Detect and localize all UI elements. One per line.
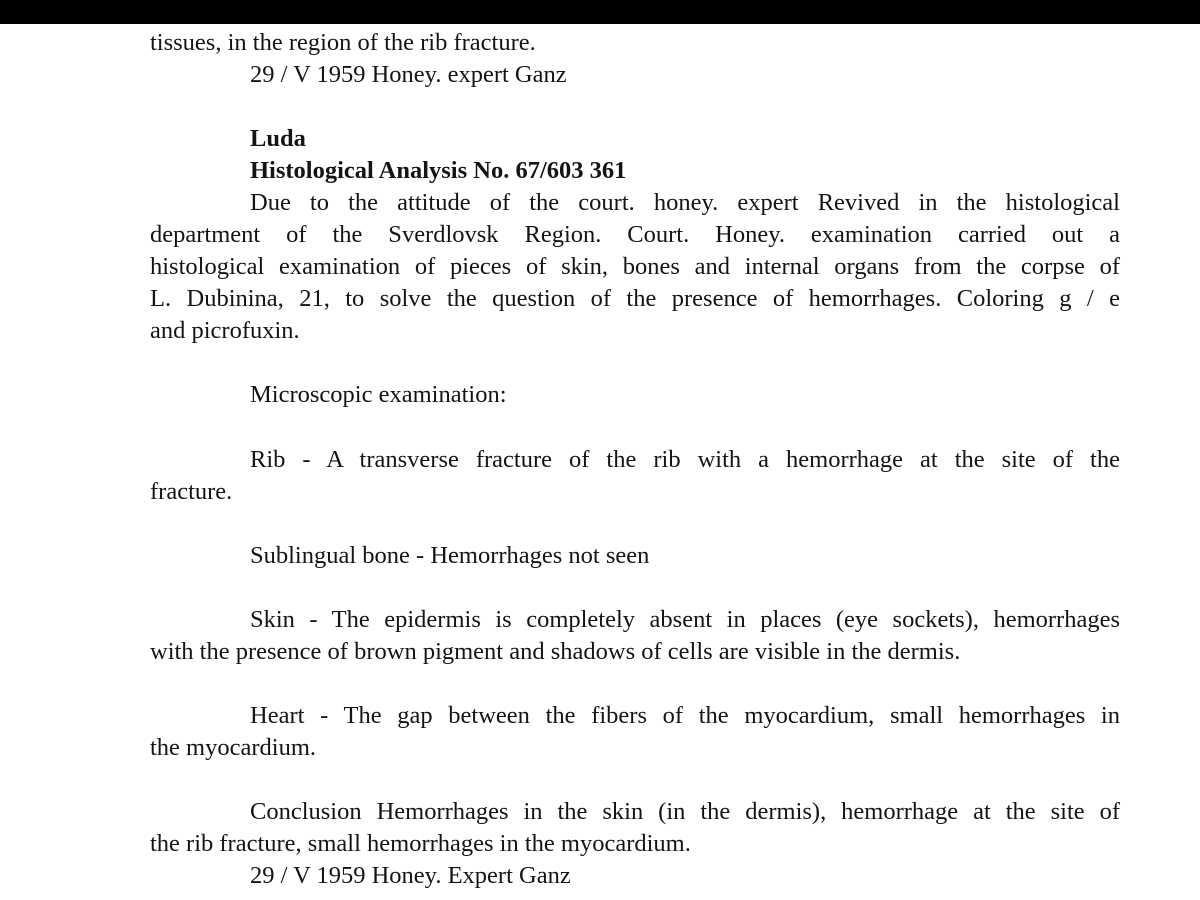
heart-finding <box>150 700 1120 764</box>
heart-line: the myocardium. <box>150 734 317 761</box>
heart-line: Heart - The gap between the fibers of the myocardium, small hemorrhages in <box>250 702 1120 729</box>
conclusion-line: the rib fracture, small hemorrhages in the myocardium. <box>150 830 691 857</box>
skin-line: with the presence of brown pigment and shadows of cells are visible in the dermis. <box>150 638 961 665</box>
subject-name: Luda <box>250 125 306 152</box>
intro-paragraph <box>150 187 1120 347</box>
analysis-title: Histological Analysis No. 67/603 361 <box>250 157 627 184</box>
previous-section-tail: tissues, in the region of the rib fracture. <box>150 29 536 56</box>
intro-line: department of the Sverdlovsk Region. Court. Honey. examination carried out a <box>150 221 1120 248</box>
rib-line: Rib - A transverse fracture of the rib with a hemorrhage at the site of the <box>250 446 1120 473</box>
intro-line: Due to the attitude of the court. honey. expert Revived in the histological <box>250 189 1120 216</box>
document-page <box>150 27 1120 892</box>
sublingual-finding: Sublingual bone - Hemorrhages not seen <box>250 542 650 569</box>
skin-line: Skin - The epidermis is completely absent in places (eye sockets), hemorrhages <box>250 606 1120 633</box>
conclusion <box>150 796 1120 860</box>
microscopic-heading: Microscopic examination: <box>250 381 507 408</box>
top-black-bar <box>0 0 1200 24</box>
intro-line: histological examination of pieces of skin, bones and internal organs from the corpse of <box>150 253 1120 280</box>
conclusion-line: Conclusion Hemorrhages in the skin (in the dermis), hemorrhage at the site of <box>250 798 1120 825</box>
intro-line: L. Dubinina, 21, to solve the question of the presence of hemorrhages. Coloring g / e <box>150 285 1120 312</box>
intro-line: and picrofuxin. <box>150 317 300 344</box>
rib-finding <box>150 444 1120 508</box>
rib-line: fracture. <box>150 478 233 505</box>
previous-signature: 29 / V 1959 Honey. expert Ganz <box>250 61 567 88</box>
skin-finding <box>150 604 1120 668</box>
final-signature: 29 / V 1959 Honey. Expert Ganz <box>250 862 571 889</box>
